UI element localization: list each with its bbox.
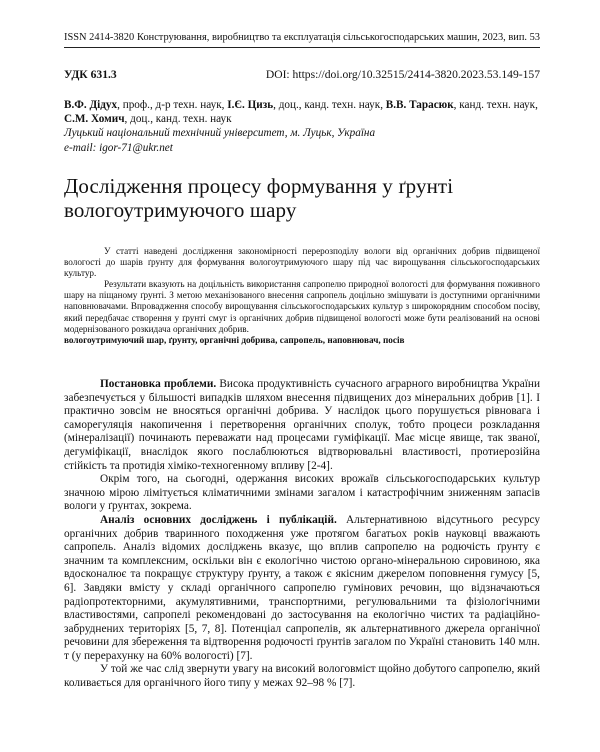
section-heading: Аналіз основних досліджень і публікацій. xyxy=(100,513,337,526)
author-degree: , проф., д-р техн. наук, xyxy=(117,99,228,111)
body-paragraph: Окрім того, на сьогодні, одержання високих врожаїв сільськогосподарських культур значною мірою лімітується кліматичними змінами загалом і катастрофічним зниженням запасів вологи у ґрунтах, зокрема. xyxy=(64,473,540,513)
author-degree: , доц., канд. техн. наук xyxy=(124,113,232,126)
header-rule xyxy=(64,47,540,48)
author-degree: , доц., канд. техн. наук, xyxy=(273,99,386,111)
keywords: вологоутримуючий шар, ґрунту, органічні добрива, сапропель, наповнювач, посів xyxy=(64,334,405,345)
author-block xyxy=(64,98,540,155)
body-text xyxy=(64,378,540,691)
author-degree: , канд. техн. наук, xyxy=(453,99,538,111)
author-name: С.М. Хомич xyxy=(64,113,125,126)
body-paragraph: У той же час слід звернути увагу на високий вологовміст щойно добутого сапропелю, який коливається для органічного його типу у межах 92–98 % [7]. xyxy=(64,663,540,690)
doi-link[interactable]: DOI: https://doi.org/10.32515/2414-3820.2023.53.149-157 xyxy=(265,68,540,81)
udk-code: УДК 631.3 xyxy=(64,68,117,81)
section-heading: Постановка проблеми. xyxy=(100,378,217,390)
author-name: І.Є. Цизь xyxy=(227,99,274,111)
author-name: В.Ф. Дідух xyxy=(64,99,118,111)
author-name: В.В. Тарасюк xyxy=(385,99,454,111)
paper-title: Дослідження процесу формування у ґрунті вологоутримуючого шару xyxy=(64,174,454,222)
body-paragraph: Аналіз основних досліджень і публікацій. Альтернативною відсутнього ресурсу органічних добрив тваринного походження уже протягом багатьох років науковці вважають сапропель. Аналіз відомих досліджень вказує, що вплив сапропелю на родючість ґрунту є значним та комплексним, оскільки він є екологічно чистою органо-мінеральною сировиною, яка вдосконалює та покращує структуру ґрунту, а також є якісним джерелом поповнення гумусу [5, 6]. Завдяки вмісту у складі органічного сапропелю гумінових речовин, що відзначаються радіопротекторними, акумулятивними, транспортними, регулювальними та фізіологічними властивостями, сапропелі рекомендовані до застосування на екологічно чистих та радіаційно-забруднених територіях [5, 7, 8]. Потенціал сапропелів, як альтернативного джерела органічної речовини для збереження та відтворення родючості ґрунтів загалом по Україні становить 140 млн. т (у перерахунку на 60% вологості) [7]. xyxy=(64,513,540,662)
abstract-paragraph: У статті наведені дослідження закономірності перерозподілу вологи від органічних добрив підвищеної вологості до шарів ґрунту для формування вологоутримуючого шару під час вирощування сільськогосподарських культур. xyxy=(64,246,540,279)
body-paragraph: Постановка проблеми. Висока продуктивність сучасного аграрного виробництва України забезпечується у більшості випадків шляхом внесення підвищених доз мінеральних добрив [1]. І практично зовсім не вносяться органічні добрива. У наслідок цього порушується рівновага і саморегуляція накопичення і перетворення органічних сполук, тобто процеси розкладання (мінералізації) починають переважати над процесами гуміфікації. Має місце явище, так званої, дегуміфікації, внаслідок якого послаблюються відтворювальні властивості, протиерозійна стійкість та протидія хіміко-техногенному впливу [2-4]. xyxy=(64,378,541,472)
abstract-paragraph: Результати вказують на доцільність використання сапропелю природної вологості для формування поживного шару на піщаному ґрунті. З метою механізованого внесення сапропель доцільно змішувати із доступними органічними наповнювачами. Впровадження способу вирощування сільськогосподарських культур з широкорядним способом посіву, який передбачає створення у ґрунті смуг із органічних добрив підвищеної вологості може бути реалізований на основі модернізованого розкидача органічних добрив. xyxy=(64,279,540,334)
journal-citation: Конструювання, виробництво та експлуатація сільськогосподарських машин, 2023, вип. 53 xyxy=(137,32,540,43)
email[interactable]: e-mail: igor-71@ukr.net xyxy=(64,141,173,154)
abstract xyxy=(64,246,540,346)
issn: ISSN 2414-3820 xyxy=(64,32,135,43)
udk-doi-row xyxy=(64,68,540,82)
affiliation: Луцький національний технічний університет, м. Луцьк, Україна xyxy=(64,127,376,140)
running-header xyxy=(64,31,540,44)
